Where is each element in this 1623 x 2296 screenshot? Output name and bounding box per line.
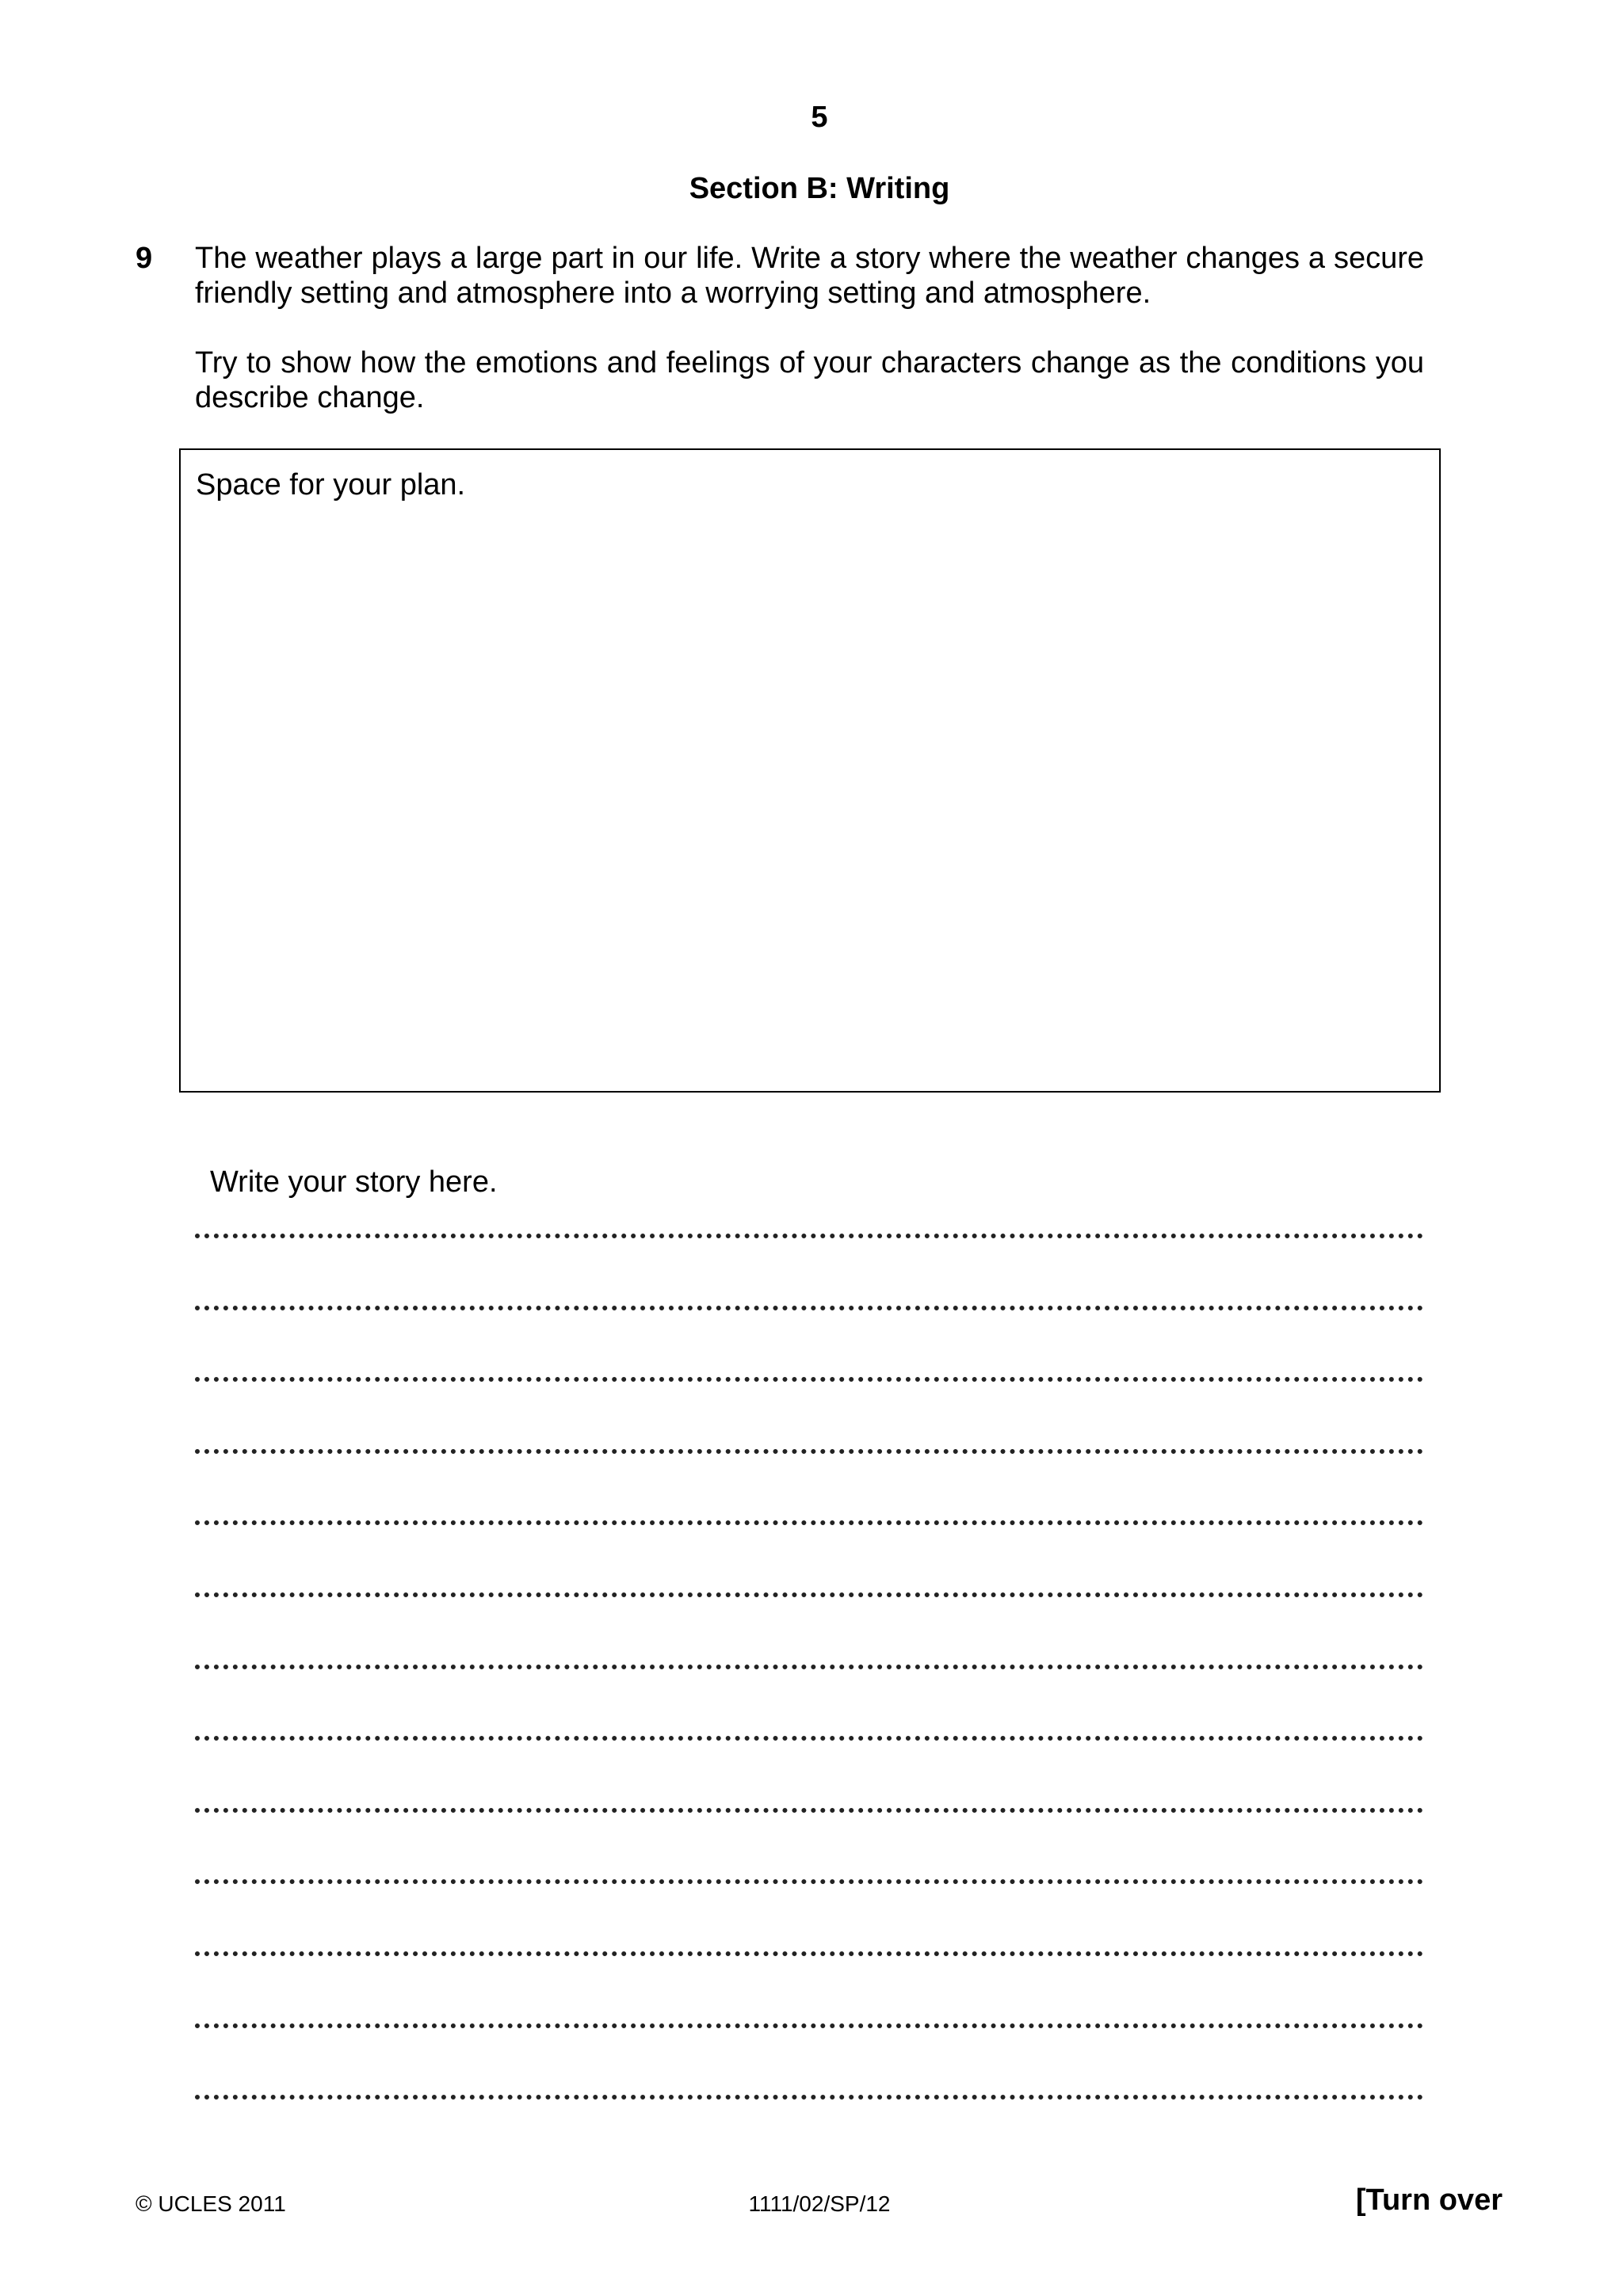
answer-area-label: Write your story here.: [210, 1165, 498, 1199]
answer-line[interactable]: [195, 1520, 1423, 1525]
footer-copyright: © UCLES 2011: [136, 2191, 286, 2216]
answer-line[interactable]: [195, 1736, 1423, 1741]
answer-line[interactable]: [195, 1665, 1423, 1669]
footer-paper-code: 1111/02/SP/12: [748, 2191, 891, 2216]
question-prompt: The weather plays a large part in our life. Write a story where the weather changes a secure friendly setting and atmosphere into a worrying setting and atmosphere.: [195, 242, 1424, 310]
page-number: 5: [811, 101, 828, 134]
answer-line[interactable]: [195, 1306, 1423, 1310]
answer-line[interactable]: [195, 1808, 1423, 1813]
plan-box-label: Space for your plan.: [196, 468, 466, 502]
question-number: 9: [136, 242, 153, 275]
answer-line[interactable]: [195, 1449, 1423, 1454]
answer-line[interactable]: [195, 1592, 1423, 1597]
footer-turn-over: [Turn over: [1355, 2183, 1503, 2217]
answer-line[interactable]: [195, 2095, 1423, 2100]
answer-line[interactable]: [195, 1879, 1423, 1884]
answer-line[interactable]: [195, 2023, 1423, 2028]
section-title: Section B: Writing: [689, 172, 950, 205]
plan-box[interactable]: [179, 448, 1441, 1093]
answer-line[interactable]: [195, 1234, 1423, 1238]
answer-line[interactable]: [195, 1377, 1423, 1382]
question-instruction: Try to show how the emotions and feelings of your characters change as the conditions you describe change.: [195, 346, 1424, 414]
answer-line[interactable]: [195, 1951, 1423, 1956]
